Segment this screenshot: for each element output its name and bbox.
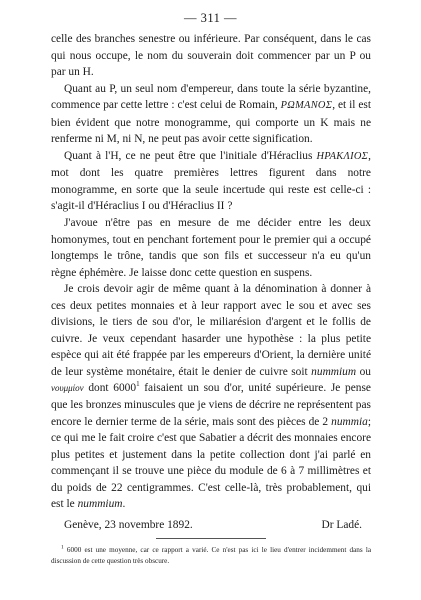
footnote-marker: 1 (61, 544, 64, 551)
paragraph-3-text-a: Quant à l'H, ce ne peut être que l'initiale d'Héraclius (64, 149, 313, 162)
greek-word-romanos: ΡΩΜΑΝΟΣ (280, 100, 333, 112)
author-signature: Dr Ladé. (321, 518, 362, 531)
footnote-divider (156, 538, 266, 539)
footnote-reference[interactable]: 1 (136, 380, 140, 389)
paragraph-1 (51, 31, 371, 81)
signature-line (51, 517, 371, 534)
italic-nummium-1: nummium (311, 365, 357, 378)
body-text (51, 31, 371, 533)
italic-nummia: nummia (331, 415, 368, 428)
paragraph-3-text-b: , mot dont les quatre premières lettres figurent dans notre monogramme, en sorte que la seule incertude qui reste est celle-ci : s'agit-il d'Héraclius I ou d'Héraclius II ? (51, 149, 371, 213)
paragraph-2-text-a: Quant au P, un seul nom d'empereur, dans toute la série byzantine, commence par cette lettre : c'est celui de Romain, (51, 82, 371, 112)
paragraph-3 (51, 148, 371, 215)
paragraph-4-text: J'avoue n'être pas en mesure de me décider entre les deux homonymes, tout en penchant fortement pour le premier qui a occupé longtemps le trône, tandis que son fils et successeur n'a eu qu'un règne éphémère. Je laisse donc cette question en suspens. (51, 217, 371, 279)
paragraph-4 (51, 215, 371, 281)
paragraph-2-text-b: , et il est bien évident que notre monogramme, qui comporte un K mais ne renferme ni M, ni N, ne peut pas avoir cette signification. (51, 99, 371, 146)
paragraph-5-text-e: ; ce qui me le fait croire c'est que Sabatier a décrit des monnaies encore plus petites et justement dans la petite collection dont j'ai parlé en commençant il se trouve une pièce du module de 6 à 7 millimètres et du poids de 22 centigrammes. C'est celle-là, très probablement, qui est le (51, 415, 371, 511)
paragraph-5 (51, 281, 371, 513)
italic-nummium-2: nummium (77, 498, 123, 511)
paragraph-1-text: celle des branches senestre ou inférieure. Par conséquent, dans le cas qui nous occupe, le nom du souverain doit commencer par un P ou par un H. (51, 33, 371, 79)
footnote-text: 6000 est une moyenne, car ce rapport a varié. Ce n'est pas ici le lieu d'entrer incidemment dans la discussion de cette question très obscure. (51, 546, 372, 565)
paragraph-5-text-b: ou (359, 365, 371, 378)
paragraph-5-text-c: dont 6000 (88, 382, 137, 395)
paragraph-5-text-f: . (122, 498, 126, 511)
paragraph-5-text-d: faisaient un sou d'or, unité supérieure. Je pense que les bronzes minuscules que je viens de décrire ne représentent pas encore le dernier terme de la série, mais sont des pièces de 2 (51, 382, 371, 428)
paragraph-2 (51, 81, 371, 148)
greek-word-herakleios: ΗΡΑΚΛΙΟΣ (316, 150, 369, 162)
footnote (51, 545, 371, 566)
place-and-date: Genève, 23 novembre 1892. (64, 518, 193, 531)
paragraph-5-text-a: Je crois devoir agir de même quant à la dénomination à donner à ces deux petites monnaies et à leur rapport avec le sou et avec ses divisions, le tiers de sou d'or, le miliarésion d'argent et le follis de cuivre. Je veux cependant hasarder une hypothèse : la plus petite espèce qui ait été frappée par les empereurs d'Orient, la dernière unité de leur système monétaire, était le denier de cuivre soit (51, 283, 371, 378)
greek-word-noummion: νουμμίον (51, 383, 84, 394)
page-number: — 311 — (183, 11, 238, 25)
